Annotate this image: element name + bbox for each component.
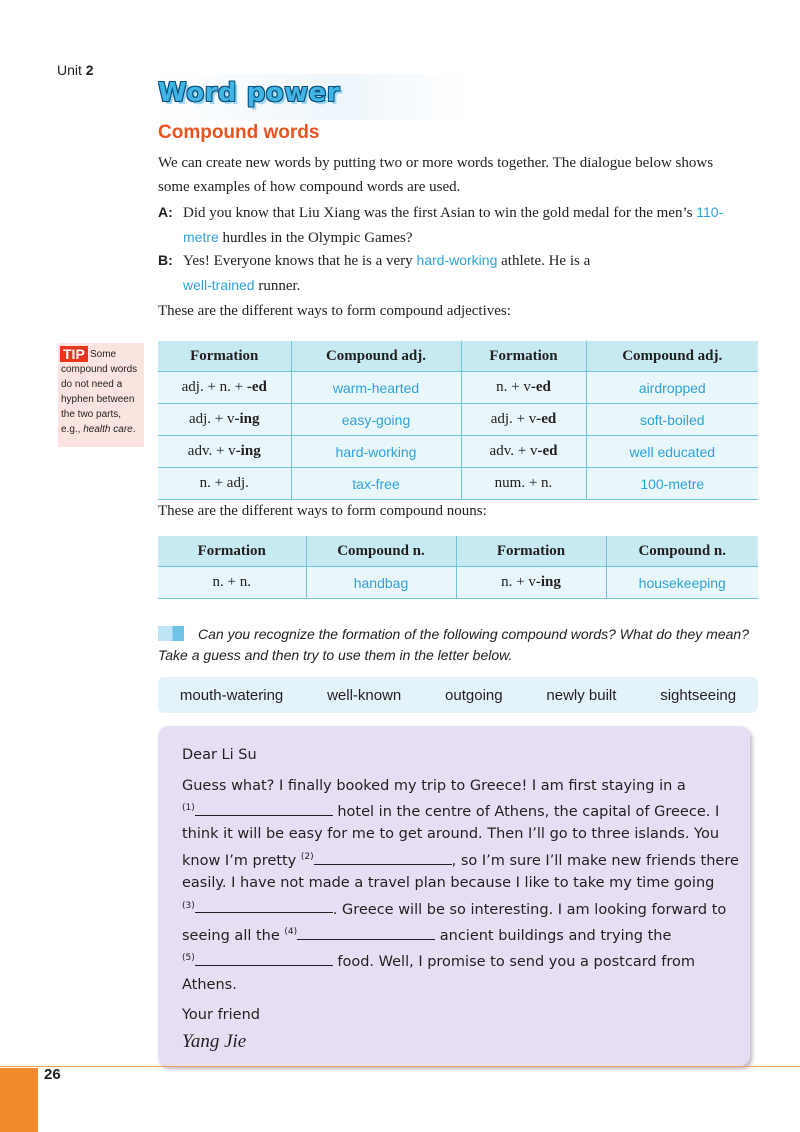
table-header: Compound adj. bbox=[291, 341, 461, 372]
letter-greeting: Dear Li Su bbox=[182, 747, 257, 763]
table-header: Formation bbox=[158, 536, 306, 567]
speaker-b: B: bbox=[158, 252, 173, 268]
exercise-marker-icon bbox=[158, 626, 184, 641]
table-row: adj. + n. + -ed warm-hearted n. + v-ed airdropped bbox=[158, 372, 758, 404]
table-header: Compound n. bbox=[606, 536, 758, 567]
table-header: Formation bbox=[461, 341, 586, 372]
word-bank-item: sightseeing bbox=[660, 686, 737, 704]
blank-2[interactable] bbox=[314, 850, 452, 865]
word-bank-item: mouth-watering bbox=[179, 686, 284, 704]
word-bank bbox=[158, 677, 758, 713]
letter-closing: Your friend bbox=[182, 1007, 260, 1024]
table-header: Formation bbox=[158, 341, 291, 372]
letter-box: Dear Li Su Guess what? I finally booked my trip to Greece! I am first staying in a $^{(1)}$ hotel in the centre of Athens, the capital of Greece. I think it will be easy for me to get around. Then I’ll go to three islands. You know I’m pretty $^{(2)}$ , so I’m sure I’ll make new friends there easily. I have not made a travel plan because I like to take my time going $^{(3)}$ . Greece will be so interesting. I am looking forward to seeing all the $^{(4)}$ ancient buildings and trying the $^{(5)}$ food. Well, I promise to send you a postcard from Athens. Your friend Yang Jie bbox=[158, 726, 750, 1066]
letter-signature: Yang Jie bbox=[182, 1030, 247, 1052]
table-header: Formation bbox=[456, 536, 606, 567]
highlight-hard-working: hard-working bbox=[416, 252, 498, 268]
blank-4[interactable] bbox=[297, 925, 435, 940]
instruction: Can you recognize the formation of the following compound words? What do they mean? Take a guess and then try to use them in the letter below. bbox=[158, 626, 749, 663]
section-title: Word power bbox=[158, 78, 341, 108]
table-header: Compound adj. bbox=[586, 341, 758, 372]
dialogue-a: A: Did you know that Liu Xiang was the first Asian to win the gold medal for the men’s 110-metre hurdles in the Olympic Games? bbox=[158, 200, 758, 250]
word-bank-item: newly built bbox=[546, 686, 617, 704]
highlight-well-trained: well-trained bbox=[183, 277, 255, 293]
intro-paragraph: We can create new words by putting two or more words together. The dialogue below shows some examples of how compound words are used. bbox=[158, 155, 714, 195]
table-header: Compound n. bbox=[306, 536, 456, 567]
table-row: adv. + v-ing hard-working adv. + v-ed well educated bbox=[158, 436, 758, 468]
tip-text: Some compound words do not need a hyphen between the two parts, e.g., health care. bbox=[61, 349, 138, 435]
footer-line bbox=[0, 1066, 800, 1067]
dialogue-b: B: Yes! Everyone knows that he is a very hard-working athlete. He is a well-trained runner. bbox=[158, 248, 758, 298]
subtitle: Compound words bbox=[158, 122, 320, 143]
speaker-a: A: bbox=[158, 204, 173, 220]
blank-1[interactable] bbox=[195, 801, 333, 816]
highlight-110-metre: 110-metre bbox=[183, 204, 724, 245]
adj-table bbox=[158, 341, 758, 500]
adj-intro: These are the different ways to form compound adjectives: bbox=[158, 303, 511, 319]
blank-3[interactable] bbox=[195, 898, 333, 913]
word-bank-item: well-known bbox=[327, 686, 402, 704]
page-color-strip bbox=[0, 1068, 38, 1132]
blank-5[interactable] bbox=[195, 951, 333, 966]
tip-label: TIP bbox=[60, 346, 88, 362]
tip-box bbox=[58, 343, 144, 447]
page-number: 26 bbox=[44, 1066, 61, 1083]
noun-table bbox=[158, 536, 758, 599]
unit-label: Unit 2 bbox=[57, 62, 94, 78]
table-row: n. + n. handbag n. + v-ing housekeeping bbox=[158, 567, 758, 599]
table-row: n. + adj. tax-free num. + n. 100-metre bbox=[158, 468, 758, 500]
word-bank-item: outgoing bbox=[445, 686, 503, 704]
noun-intro: These are the different ways to form compound nouns: bbox=[158, 503, 487, 519]
table-row: adj. + v-ing easy-going adj. + v-ed soft-boiled bbox=[158, 404, 758, 436]
